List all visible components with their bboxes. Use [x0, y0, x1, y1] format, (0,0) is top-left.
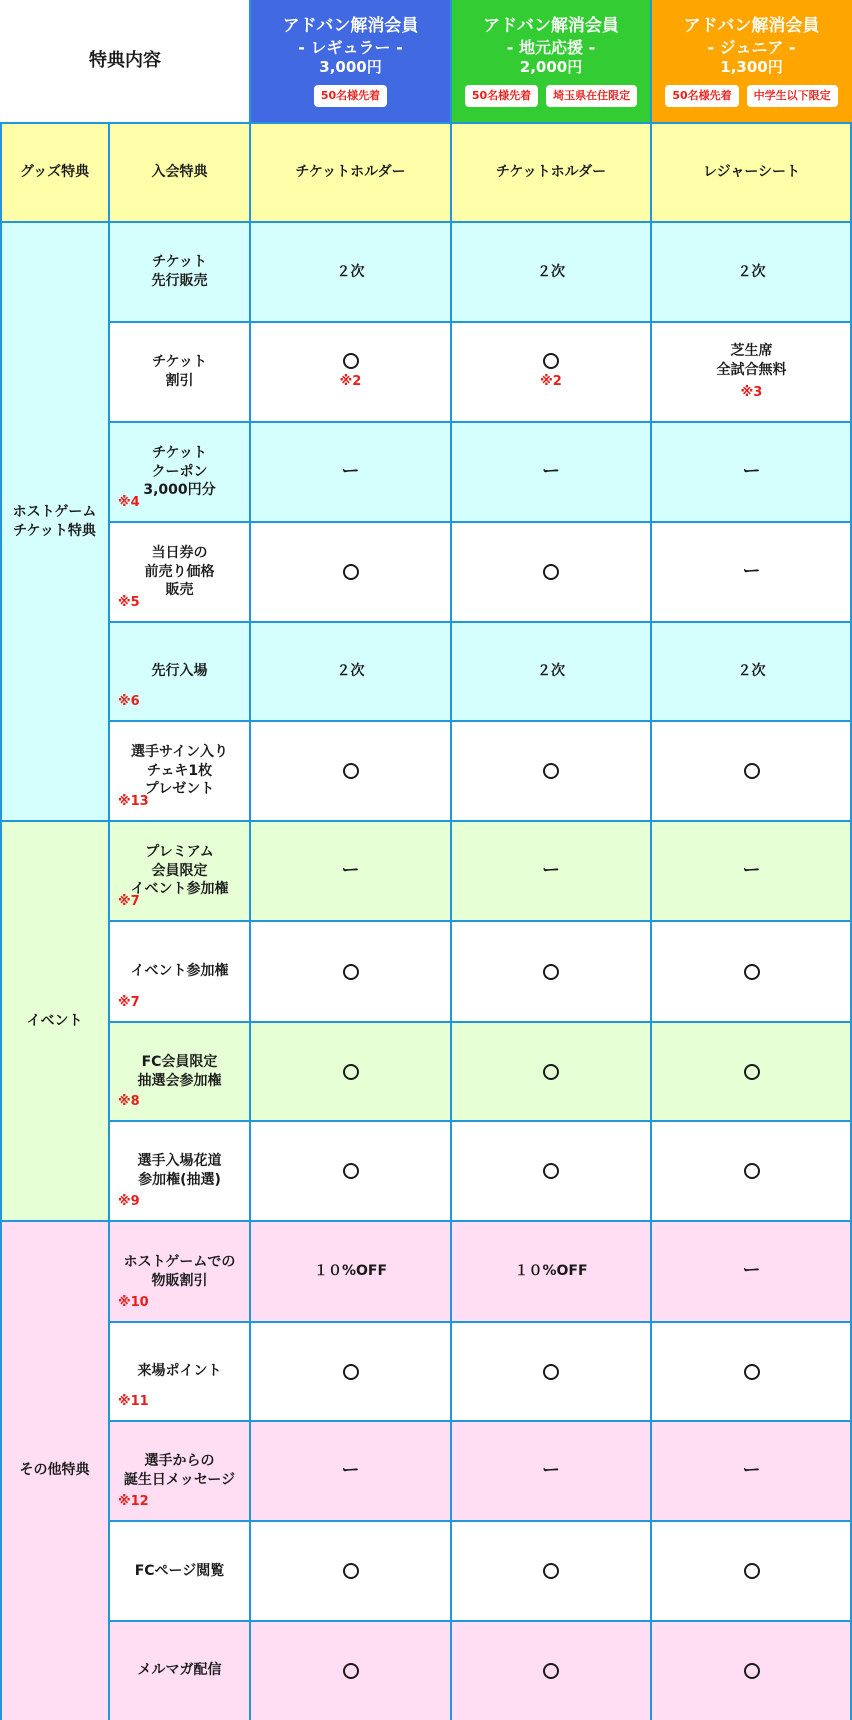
- benefit-label: 選手入場花道 参加権(抽選): [137, 1153, 222, 1188]
- value-content: [543, 763, 559, 779]
- circle-mark-icon: [744, 1163, 760, 1179]
- dash-mark: ー: [542, 859, 560, 881]
- value-content: [537, 263, 565, 282]
- value-text: チケットホルダー: [495, 164, 607, 181]
- value-text: １０%OFF: [313, 1263, 388, 1280]
- benefit-label: イベント参加権: [130, 963, 229, 980]
- grid-line: [0, 221, 852, 223]
- value-content: [744, 1563, 760, 1579]
- grid-line: [109, 1420, 852, 1422]
- footnote-ref: ※8: [118, 1094, 140, 1109]
- limit-badge: 50名様先着: [314, 85, 387, 107]
- value-text: ２次: [737, 263, 766, 280]
- footnote-ref: ※9: [118, 1194, 140, 1209]
- value-content: [738, 662, 766, 681]
- value-content: [343, 1563, 359, 1579]
- grid-line: [108, 123, 110, 1720]
- value-content: [543, 564, 559, 580]
- value-content: [543, 964, 559, 980]
- grid-line: [109, 1120, 852, 1122]
- value-text: ２次: [336, 663, 365, 680]
- benefit-value: [451, 123, 651, 222]
- footnote-ref: ※13: [118, 794, 149, 809]
- dash-mark: ー: [742, 859, 761, 881]
- circle-mark-icon: [343, 1563, 359, 1579]
- benefit-value: [250, 1521, 451, 1621]
- grid-line: [109, 321, 852, 323]
- value-text: チケットホルダー: [295, 164, 406, 181]
- circle-mark-icon: [543, 763, 559, 779]
- value-content: [744, 1364, 760, 1380]
- benefit-value: [451, 1621, 651, 1720]
- value-content: [343, 1163, 359, 1179]
- benefit-value: [451, 1322, 651, 1421]
- circle-mark-icon: [343, 1064, 359, 1080]
- benefit-value: [651, 1521, 852, 1621]
- benefit-value: [451, 422, 651, 522]
- benefit-value: [651, 1022, 852, 1121]
- value-footnote: ※2: [540, 374, 562, 390]
- dash-mark: ー: [742, 1459, 761, 1481]
- benefit-value: [250, 222, 451, 322]
- grid-line: [109, 1620, 852, 1622]
- dash-mark: ー: [742, 560, 761, 582]
- value-content: [703, 163, 800, 182]
- value-content: [744, 1663, 760, 1679]
- benefit-value: [451, 1022, 651, 1121]
- value-content: [744, 1163, 760, 1179]
- plan-title: アドバン解消会員: [483, 15, 619, 36]
- value-content: [542, 460, 560, 484]
- plan-title: アドバン解消会員: [683, 15, 820, 36]
- benefit-value: [451, 222, 651, 322]
- benefit-value: [651, 821, 852, 921]
- plan-subtitle: - 地元応援 -: [506, 37, 596, 57]
- value-text: ２次: [537, 263, 565, 280]
- value-content: [314, 1262, 387, 1281]
- footnote-ref: ※6: [118, 694, 140, 709]
- grid-line: [109, 720, 852, 722]
- value-text: ２次: [737, 663, 766, 680]
- plan-badges: [314, 85, 387, 107]
- circle-mark-icon: [543, 1064, 559, 1080]
- value-text: 芝生席 全試合無料: [716, 343, 787, 379]
- plan-price: 1,300円: [720, 58, 783, 77]
- value-content: [744, 964, 760, 980]
- value-content: [343, 1064, 359, 1080]
- section-cell: イベント: [0, 821, 109, 1221]
- benefit-value: [451, 322, 651, 422]
- corner-header: 特典内容: [89, 50, 161, 72]
- footnote-ref: ※11: [118, 1394, 149, 1409]
- benefit-value: [651, 522, 852, 622]
- value-content: [343, 1663, 359, 1679]
- limit-badge: 中学生以下限定: [747, 85, 838, 107]
- footnote-ref: ※7: [118, 995, 140, 1010]
- value-content: [342, 1459, 360, 1483]
- benefit-value: [250, 1121, 451, 1221]
- benefit-value: [651, 1322, 852, 1421]
- dash-mark: ー: [742, 1260, 761, 1282]
- benefit-value: [250, 721, 451, 821]
- benefit-value: [651, 222, 852, 322]
- value-content: [743, 560, 761, 584]
- plan-title: アドバン解消会員: [282, 15, 419, 36]
- value-content: [543, 1364, 559, 1380]
- value-content: [543, 1064, 559, 1080]
- benefit-value: [250, 821, 451, 921]
- benefit-value: [451, 622, 651, 721]
- grid-line: [109, 920, 852, 922]
- grid-line: [0, 123, 2, 1720]
- value-content: [744, 763, 760, 779]
- value-content: [542, 1459, 560, 1483]
- value-content: [337, 662, 365, 681]
- value-text: レジャーシート: [702, 164, 801, 181]
- benefit-value: [451, 1421, 651, 1521]
- circle-mark-icon: [744, 964, 760, 980]
- circle-mark-icon: [343, 564, 359, 580]
- plan-subtitle: - ジュニア -: [707, 37, 796, 57]
- grid-line: [0, 1220, 852, 1222]
- benefit-label: チケット クーポン 3,000円分: [143, 444, 216, 499]
- dash-mark: ー: [341, 859, 360, 881]
- dash-mark: ー: [542, 1459, 560, 1481]
- benefit-value: [451, 1221, 651, 1322]
- circle-mark-icon: [343, 763, 359, 779]
- circle-mark-icon: [343, 1663, 359, 1679]
- value-content: [717, 342, 787, 401]
- benefit-value: [250, 1421, 451, 1521]
- circle-mark-icon: [543, 1563, 559, 1579]
- dash-mark: ー: [742, 460, 761, 482]
- benefit-value: [250, 322, 451, 422]
- plan-badges: [665, 85, 837, 107]
- circle-mark-icon: [744, 1064, 760, 1080]
- grid-line: [450, 0, 452, 1720]
- circle-mark-icon: [543, 964, 559, 980]
- circle-mark-icon: [744, 1364, 760, 1380]
- benefit-value: [651, 422, 852, 522]
- benefit-value: [451, 821, 651, 921]
- value-content: [343, 564, 359, 580]
- circle-mark-icon: [343, 1163, 359, 1179]
- grid-line: [109, 621, 852, 623]
- circle-mark-icon: [744, 1563, 760, 1579]
- grid-line: [109, 1021, 852, 1023]
- value-content: [543, 1163, 559, 1179]
- value-content: [743, 1259, 761, 1283]
- benefit-value: [250, 622, 451, 721]
- section-cell: その他特典: [0, 1221, 109, 1720]
- limit-badge: 50名様先着: [465, 85, 538, 107]
- circle-mark-icon: [343, 353, 359, 369]
- grid-line: [109, 421, 852, 423]
- benefit-value: [451, 522, 651, 622]
- benefit-value: [250, 522, 451, 622]
- grid-line: [109, 521, 852, 523]
- circle-mark-icon: [543, 1163, 559, 1179]
- benefit-value: [250, 1621, 451, 1720]
- benefit-label: 入会特典: [151, 164, 208, 181]
- benefit-label: 当日券の 前売り価格 販売: [144, 544, 215, 599]
- benefit-label: メルマガ配信: [137, 1662, 222, 1679]
- benefit-value: [651, 921, 852, 1022]
- plan-header-3: [651, 0, 852, 123]
- dash-mark: ー: [341, 460, 360, 482]
- benefit-value: [651, 1121, 852, 1221]
- plan-price: 2,000円: [519, 58, 583, 77]
- value-content: [343, 763, 359, 779]
- value-content: [542, 859, 560, 883]
- value-text: ２次: [537, 663, 565, 680]
- circle-mark-icon: [744, 1663, 760, 1679]
- benefit-label: ホストゲームでの 物販割引: [123, 1253, 236, 1289]
- plan-subtitle: - レギュラー -: [298, 37, 403, 57]
- value-content: [342, 859, 360, 883]
- section-cell: ホストゲーム チケット特典: [0, 222, 109, 821]
- value-content: [514, 1262, 587, 1281]
- circle-mark-icon: [543, 353, 559, 369]
- footnote-ref: ※4: [118, 495, 140, 510]
- benefit-label: 来場ポイント: [137, 1363, 222, 1380]
- footnote-ref: ※10: [118, 1295, 149, 1310]
- benefit-value: [250, 123, 451, 222]
- value-text: ２次: [336, 263, 365, 280]
- benefit-label: FCページ閲覧: [134, 1562, 225, 1579]
- circle-mark-icon: [543, 1663, 559, 1679]
- value-content: [342, 460, 360, 484]
- value-text: １０%OFF: [514, 1263, 588, 1280]
- grid-line: [109, 1520, 852, 1522]
- benefit-value: [651, 322, 852, 422]
- benefit-value: [250, 1322, 451, 1421]
- benefit-label: チケット 先行販売: [151, 254, 208, 289]
- benefit-value: [651, 1421, 852, 1521]
- benefit-value: [250, 1221, 451, 1322]
- benefit-value: [651, 123, 852, 222]
- benefit-value: [651, 1221, 852, 1322]
- benefit-value: [451, 721, 651, 821]
- footnote-ref: ※12: [118, 1494, 149, 1509]
- value-content: [743, 460, 761, 484]
- grid-line: [650, 0, 652, 1720]
- value-content: [343, 964, 359, 980]
- grid-line: [0, 820, 852, 822]
- benefit-value: [250, 1022, 451, 1121]
- benefit-value: [451, 921, 651, 1022]
- benefit-value: [250, 921, 451, 1022]
- footnote-ref: ※5: [118, 595, 140, 610]
- circle-mark-icon: [343, 1364, 359, 1380]
- value-content: [743, 859, 761, 883]
- benefit-label: プレミアム 会員限定 イベント参加権: [130, 843, 229, 898]
- dash-mark: ー: [542, 460, 560, 482]
- plan-header-2: [451, 0, 651, 123]
- benefit-label: チケット 割引: [152, 354, 207, 389]
- benefit-label: 選手からの 誕生日メッセージ: [123, 1453, 236, 1488]
- value-content: [537, 662, 565, 681]
- footnote-ref: ※7: [118, 894, 140, 909]
- value-content: [343, 1364, 359, 1380]
- circle-mark-icon: [543, 564, 559, 580]
- circle-mark-icon: [543, 1364, 559, 1380]
- grid-line: [0, 122, 852, 124]
- circle-mark-icon: [343, 964, 359, 980]
- value-content: [337, 263, 365, 282]
- benefit-value: [651, 1621, 852, 1720]
- benefit-label: 選手サイン入り チェキ1枚 プレゼント: [130, 743, 229, 798]
- grid-line: [249, 0, 251, 1720]
- benefit-label: FC会員限定 抽選会参加権: [137, 1053, 222, 1089]
- value-content: [743, 1459, 761, 1483]
- limit-badge: 埼玉県在住限定: [546, 85, 637, 107]
- value-footnote: ※3: [740, 385, 763, 401]
- value-content: [543, 1663, 559, 1679]
- benefit-value: [451, 1521, 651, 1621]
- plan-price: 3,000円: [319, 58, 382, 77]
- value-content: [295, 163, 405, 182]
- benefit-value: [250, 422, 451, 522]
- value-footnote: ※2: [339, 374, 362, 390]
- value-content: [744, 1064, 760, 1080]
- plan-header-1: [250, 0, 451, 123]
- benefit-value: [651, 622, 852, 721]
- value-content: [540, 353, 562, 391]
- value-content: [543, 1563, 559, 1579]
- value-content: [340, 353, 362, 391]
- benefit-value: [451, 1121, 651, 1221]
- limit-badge: 50名様先着: [665, 85, 738, 107]
- value-content: [738, 263, 766, 282]
- circle-mark-icon: [744, 763, 760, 779]
- dash-mark: ー: [341, 1459, 360, 1481]
- section-cell: グッズ特典: [0, 123, 109, 222]
- value-content: [496, 163, 606, 182]
- plan-badges: [465, 85, 637, 107]
- benefit-label: 先行入場: [151, 663, 208, 680]
- grid-line: [109, 1321, 852, 1323]
- benefit-value: [651, 721, 852, 821]
